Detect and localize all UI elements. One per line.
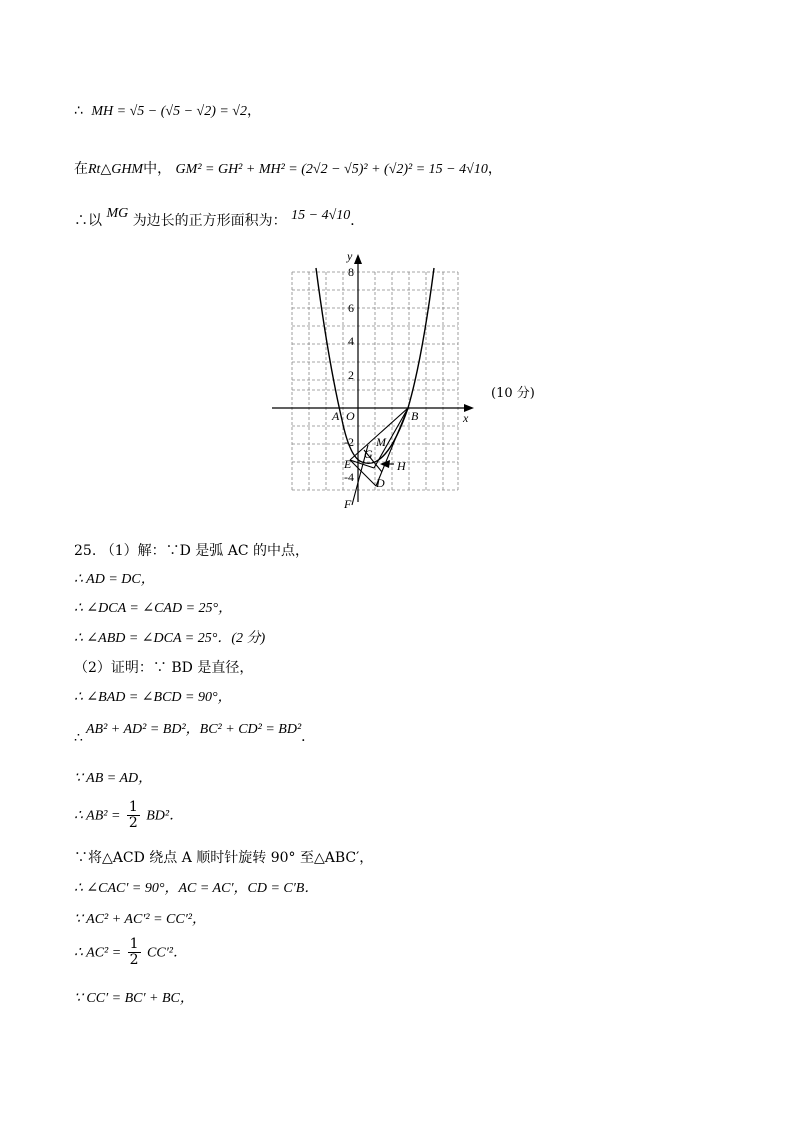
fraction-half — [127, 800, 140, 831]
q25-line-3: ∴ ∠DCA = ∠CAD = 25°， — [74, 601, 233, 616]
y-tick-4: 4 — [348, 334, 354, 348]
q25-line-1: 25. （1）解：∵D 是弧 AC 的中点， — [74, 543, 310, 559]
formula-mh: MH = √5 − (√5 − √2) = √2 — [91, 104, 247, 119]
y-tick-6: 6 — [348, 301, 354, 315]
line-gm-squared — [74, 158, 502, 178]
punct: ， — [487, 161, 502, 177]
punct: ． — [301, 729, 316, 745]
q25-line-8: ∵ AB = AD， — [74, 771, 153, 786]
q25-line-2: ∴ AD = DC， — [74, 572, 155, 587]
bd-squared: BD²． — [146, 808, 184, 824]
therefore-text: ∴以 — [74, 213, 102, 229]
q25-line-7-therefore: ∴ — [74, 730, 83, 746]
y-axis-arrow-icon — [354, 254, 362, 264]
q25-line-13 — [74, 937, 187, 968]
formula-gm: GM² = GH² + MH² = (2√2 − √5)² + (√2)² = 15 − 4√10 — [175, 162, 488, 177]
q25-line-5: （2）证明：∵ BD 是直径， — [74, 660, 254, 676]
denominator: 2 — [129, 952, 139, 968]
text-mid: 中， — [143, 161, 172, 177]
h-arrow-icon — [380, 460, 390, 468]
point-b: B — [411, 409, 419, 423]
score-10: (10 分) — [491, 386, 535, 401]
area-value: 15 − 4√10 — [291, 208, 351, 223]
point-h: H — [397, 459, 406, 473]
punct: ， — [247, 103, 261, 119]
q25-line-9 — [74, 800, 183, 831]
y-tick-2: 2 — [348, 368, 354, 382]
denominator: 2 — [128, 815, 138, 831]
q25-line-10: ∵将△ACD 绕点 A 顺时针旋转 90° 至△ABC′， — [74, 850, 374, 866]
punct: ． — [350, 213, 365, 229]
pythagoras-equations: AB² + AD² = BD²，BC² + CD² = BD² — [86, 722, 302, 737]
x-label: x — [463, 411, 469, 425]
q25-line-11: ∴ ∠CAC′ = 90°，AC = AC′，CD = C′B． — [74, 881, 319, 896]
text-prefix: 在 — [74, 161, 88, 177]
ac-squared: ∴ AC² = — [74, 945, 122, 961]
q25-line-7 — [74, 718, 316, 745]
var-mg: MG — [106, 206, 129, 221]
fraction-half — [128, 937, 141, 968]
cc-squared: CC′²． — [147, 945, 187, 961]
y-tick-8: 8 — [348, 265, 354, 279]
point-a: A — [332, 409, 340, 423]
triangle-label: Rt△GHM — [88, 162, 144, 177]
ab-squared: ∴ AB² = — [74, 808, 121, 824]
q25-line-4: ∴ ∠ABD = ∠DCA = 25°．(2 分) — [74, 631, 266, 646]
therefore-symbol: ∴ — [74, 103, 83, 119]
q25-line-14: ∵ CC′ = BC′ + BC， — [74, 991, 194, 1006]
point-f: F — [344, 497, 352, 511]
parabola-graph — [268, 250, 483, 515]
y-tick-neg2: -2 — [344, 435, 354, 449]
point-o: O — [346, 409, 355, 423]
numerator: 1 — [129, 936, 139, 952]
point-e: E — [344, 457, 352, 471]
point-d: D — [376, 476, 385, 490]
y-tick-neg4: -4 — [344, 470, 354, 484]
point-g: G — [364, 447, 373, 461]
q25-line-12: ∵ AC² + AC′² = CC′²， — [74, 912, 206, 927]
q25-line-6: ∴ ∠BAD = ∠BCD = 90°， — [74, 690, 232, 705]
numerator: 1 — [128, 799, 138, 815]
construction-lines — [350, 408, 408, 505]
grid — [292, 272, 458, 490]
text-area: 为边长的正方形面积为： — [132, 213, 287, 229]
y-label: y — [347, 250, 353, 263]
line-mh — [74, 100, 261, 120]
point-m: M — [376, 435, 386, 449]
line-square-area — [74, 206, 365, 230]
